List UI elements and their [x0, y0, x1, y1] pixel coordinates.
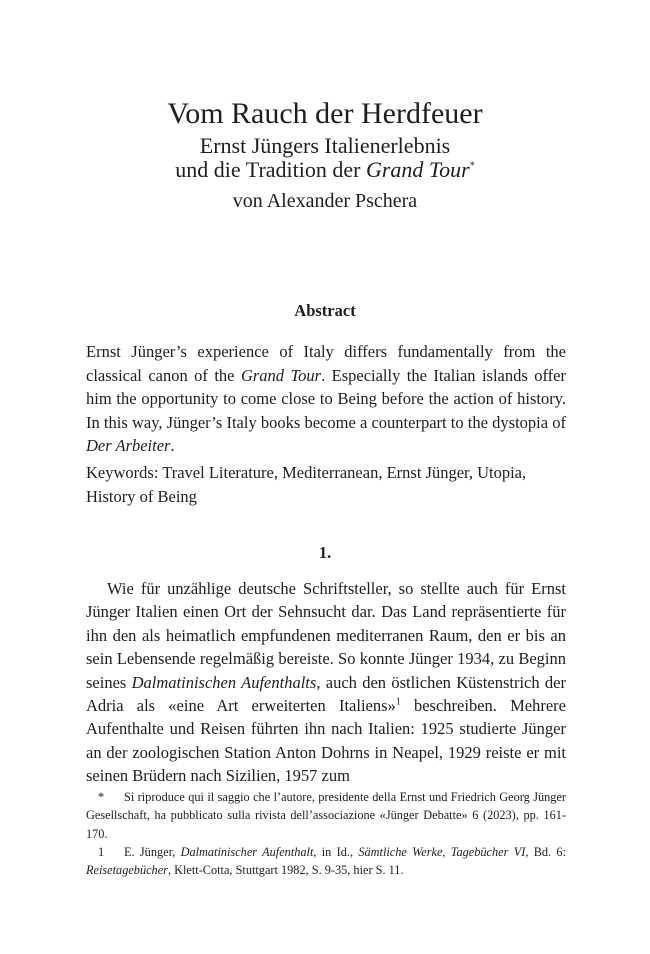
title-footnote-marker[interactable]: *: [469, 160, 475, 172]
article-title: Vom Rauch der Herdfeuer: [167, 97, 483, 130]
footnote-ref-1[interactable]: 1: [395, 696, 401, 708]
footnote-text: , Bd. 6:: [525, 844, 567, 859]
abstract-text-part: .: [170, 436, 175, 456]
body-text-part: , auch den östlichen Küstenstrich der Adria als «eine Art erweiterten Italiens»: [86, 672, 567, 716]
footnote-text: E. Jünger,: [124, 844, 181, 859]
footnote-text: , Klett-Cotta, Stuttgart 1982, S. 9-35, hier S. 11.: [167, 863, 404, 878]
footnote-italic: Dalmatinischer Aufenthalt: [180, 844, 314, 859]
article-subtitle-line-2: [0, 158, 650, 181]
body-paragraph: [86, 577, 566, 788]
footnote-mark: 1: [98, 844, 105, 859]
footnote-italic: Sämtliche Werke, Tagebücher VI: [358, 844, 526, 859]
footnotes: [86, 788, 566, 879]
abstract-heading: Abstract: [294, 301, 356, 320]
footnote-1: [86, 843, 566, 880]
footnote-mark: *: [98, 790, 105, 804]
subtitle-italic: Grand Tour: [365, 157, 470, 182]
footnote-text: Si riproduce qui il saggio che l’autore, presidente della Ernst und Friedrich Georg Jünger Gesellschaft, ha pubblicato sulla rivista dell’associazione «Jünger Debatte» 6 (2023), pp. 161-170.: [86, 790, 566, 841]
body-text-part: Wie für unzählige deutsche Schriftsteller, so stellte auch für Ernst Jünger Italien einen Ort der Sehnsucht dar. Das Land repräsentierte für ihn den als heimatlich empfundenen mediterranen Raum, den er bis an sein Lebensende regelmäßig bereiste. So konnte Jünger 1934, zu Beginn seines: [86, 579, 566, 692]
abstract-text: [86, 340, 566, 458]
body-italic-title: Dalmatinischen Aufenthalts: [131, 672, 317, 692]
body-text-part: beschreiben. Mehrere Aufenthalte und Reisen führten ihn nach Italien: 1925 studierte Jünger an der zoologischen Station Anton Dohrns in Neapel, 1929 reiste er mit seinen Brüdern nach Sizilien, 1957 zum: [86, 696, 566, 786]
abstract-text-part: Ernst Jünger’s experience of Italy differs fundamentally from the classical canon of the: [86, 342, 566, 385]
abstract-text-part: . Especially the Italian islands offer him the opportunity to come close to Being before the action of history. In this way, Jünger’s Italy books become a counterpart to the dystopia of: [86, 365, 566, 432]
footnote-italic: Reisetagebücher: [86, 863, 168, 878]
article-subtitle-line-1: Ernst Jüngers Italienerlebnis: [199, 133, 451, 158]
subtitle-prefix: und die Tradition der: [175, 157, 366, 182]
footnote-star: [86, 788, 566, 843]
section-number: 1.: [318, 543, 332, 562]
keywords: Keywords: Travel Literature, Mediterranean, Ernst Jünger, Utopia, History of Being: [86, 463, 527, 506]
author-line: von Alexander Pschera: [232, 190, 418, 212]
abstract-italic-der-arbeiter: Der Arbeiter: [86, 436, 171, 456]
footnote-text: , in Id.,: [313, 844, 359, 859]
abstract-italic-grand-tour: Grand Tour: [240, 365, 322, 385]
